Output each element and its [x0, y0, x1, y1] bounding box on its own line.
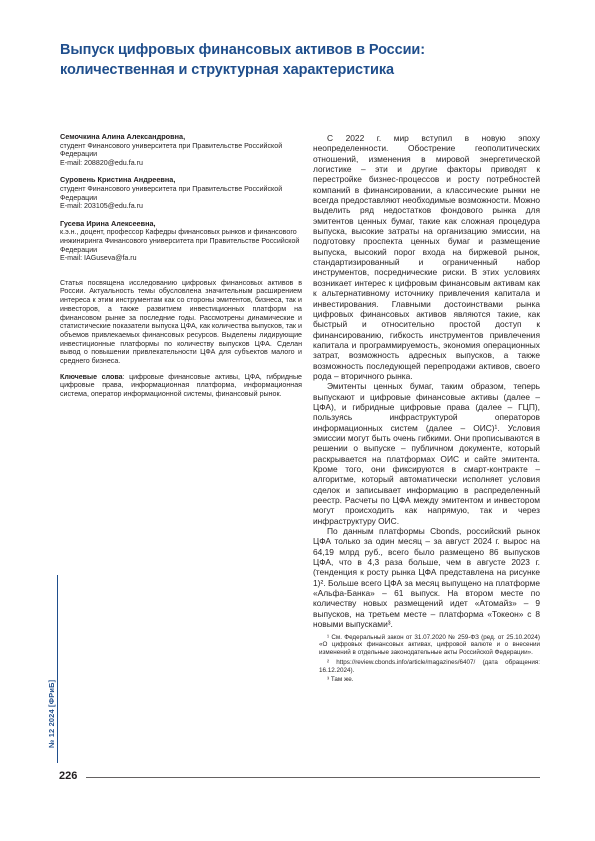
body-paragraph: Эмитенты ценных бумаг, таким образом, теперь выпускают и цифровые финансовые активы (далее – ЦФА), и гибридные цифровые права (далее – ГЦП), пользуясь инфраструктурой операторов информационных систем (далее – ОИС)¹. Условия эмиссии могут быть очень гибкими. Они прописываются в решении о выпуске – публичном документе, который раскрывается на платформах ОИС и сайте эмитента. Кроме того, они фиксируются в смарт-контракте – алгоритме, который автоматически исполняет условия сделок и записывает информацию в распределенный реестр. Расчеты по ЦФА между эмитентом и инвестором могут происходить как напрямую, так и через инфраструктуру ОИС. [313, 381, 540, 526]
keywords-label: Ключевые слова [60, 372, 123, 381]
author-affiliation: студент Финансового университета при Правительстве Российской Федерации [60, 184, 283, 202]
footnote: ¹ См. Федеральный закон от 31.07.2020 № 259-ФЗ (ред. от 25.10.2024) «О цифровых финансовых активах, цифровой валюте и о внесении изменений в отдельные законодательные акты Российской Федерации». [319, 633, 540, 657]
author-block [60, 133, 302, 167]
side-rule [57, 575, 58, 763]
footnotes [313, 634, 540, 685]
author-block [60, 176, 302, 210]
body-paragraph: С 2022 г. мир вступил в новую эпоху неопределенности. Обострение геополитических отношений, изменения в мировой энергетической логистике – эти и другие факторы приводят к перестройке бизнес-процессов и росту потребностей компаний в финансировании, а классические рынки не всегда предоставляют необходимые возможности. Можно выделить ряд недостатков фондового рынка для эмитентов ценных бумаг, такие как сложная процедура выпуска, высокие затраты на организацию эмиссии, на подготовку проспекта ценных бумаг и размещение выпуска, высокий порог входа на биржевой рынок, стандартизированный и ограниченный набор инструментов, посреднические риски. В этих условиях возникает интерес к цифровым финансовым активам как к альтернативному источнику привлечения капитала и инвестирования. Главными достоинствами рынка цифровых финансовых активов являются такие, как быстрый и относительно простой доступ к финансированию, гибкость инструментов привлечения капитала и программируемость, экономия операционных затрат, возможность адресных выпусков, а также возможность последующей перепродажи активов, своего рода – вторичного рынка. [313, 133, 540, 381]
authors-and-abstract [60, 133, 302, 399]
author-block [60, 220, 302, 263]
page-number: 226 [59, 770, 78, 782]
author-affiliation: к.э.н., доцент, профессор Кафедры финансовых рынков и финансового инжиниринга Финансового университета при Правительстве Российской Федерации [60, 228, 300, 254]
article-title: Выпуск цифровых финансовых активов в России: количественная и структурная характеристика [60, 42, 425, 78]
author-name: Семочкина Алина Александровна, [60, 132, 186, 141]
keywords-text: : цифровые финансовые активы, ЦФА, гибридные цифровые права, информационная платформа, информационная система, оператор информационной системы, финансовый рынок. [60, 372, 302, 399]
body-paragraph: По данным платформы Cbonds, российский рынок ЦФА только за один месяц – за август 2024 г. вырос на 64,19 млрд руб., всего было размещено 86 выпусков ЦФА, что в 4,3 раза больше, чем в августе 2023 г. (тенденция к росту рынка ЦФА представлена на рисунке 1)². Больше всего ЦФА за месяц выпущено на платформе «Альфа-Банка» – 61 выпуск. На втором месте по количеству новых размещений идет «Атомайз» – 9 выпусков, на третьем месте – платформа «Токеон» с 8 новыми выпусками³. [313, 526, 540, 630]
author-name: Гусева Ирина Алексеевна, [60, 218, 156, 228]
footnote: ³ Там же. [327, 676, 354, 684]
author-name: Суровень Кристина Андреевна, [60, 175, 176, 185]
author-affiliation: студент Финансового университета при Правительстве Российской Федерации [60, 141, 283, 159]
article-body [313, 133, 540, 686]
footer-rule [86, 777, 540, 778]
author-email: E-mail: 208820@edu.fa.ru [60, 158, 143, 167]
journal-issue-label: № 12 2024 [ФРиБ] [47, 679, 56, 748]
author-email: E-mail: IAGuseva@fa.ru [60, 254, 137, 263]
keywords [60, 373, 302, 399]
author-email: E-mail: 203105@edu.fa.ru [60, 202, 143, 211]
abstract: Статья посвящена исследованию цифровых финансовых активов в России. Актуальность темы обусловлена значительным расширением интереса к этим инструментам как со стороны эмитентов, бизнеса, так и инвесторов, а также развитием инвестиционных платформ на финансовом рынке за последние годы. Рассмотрены динамические и статистические показатели выпуска ЦФА, как количества выпусков, так и объемов привлекаемых финансовых ресурсов. Выделены лидирующие инвестиционные платформы по количеству выпусков ЦФА. Сделан вывод о повышении привлекательности ЦФА для субъектов малого и среднего бизнеса. [60, 278, 302, 366]
body-text [313, 133, 540, 630]
footnote: ² https://review.cbonds.info/article/magazines/6407/ (дата обращения: 16.12.2024). [319, 658, 540, 674]
